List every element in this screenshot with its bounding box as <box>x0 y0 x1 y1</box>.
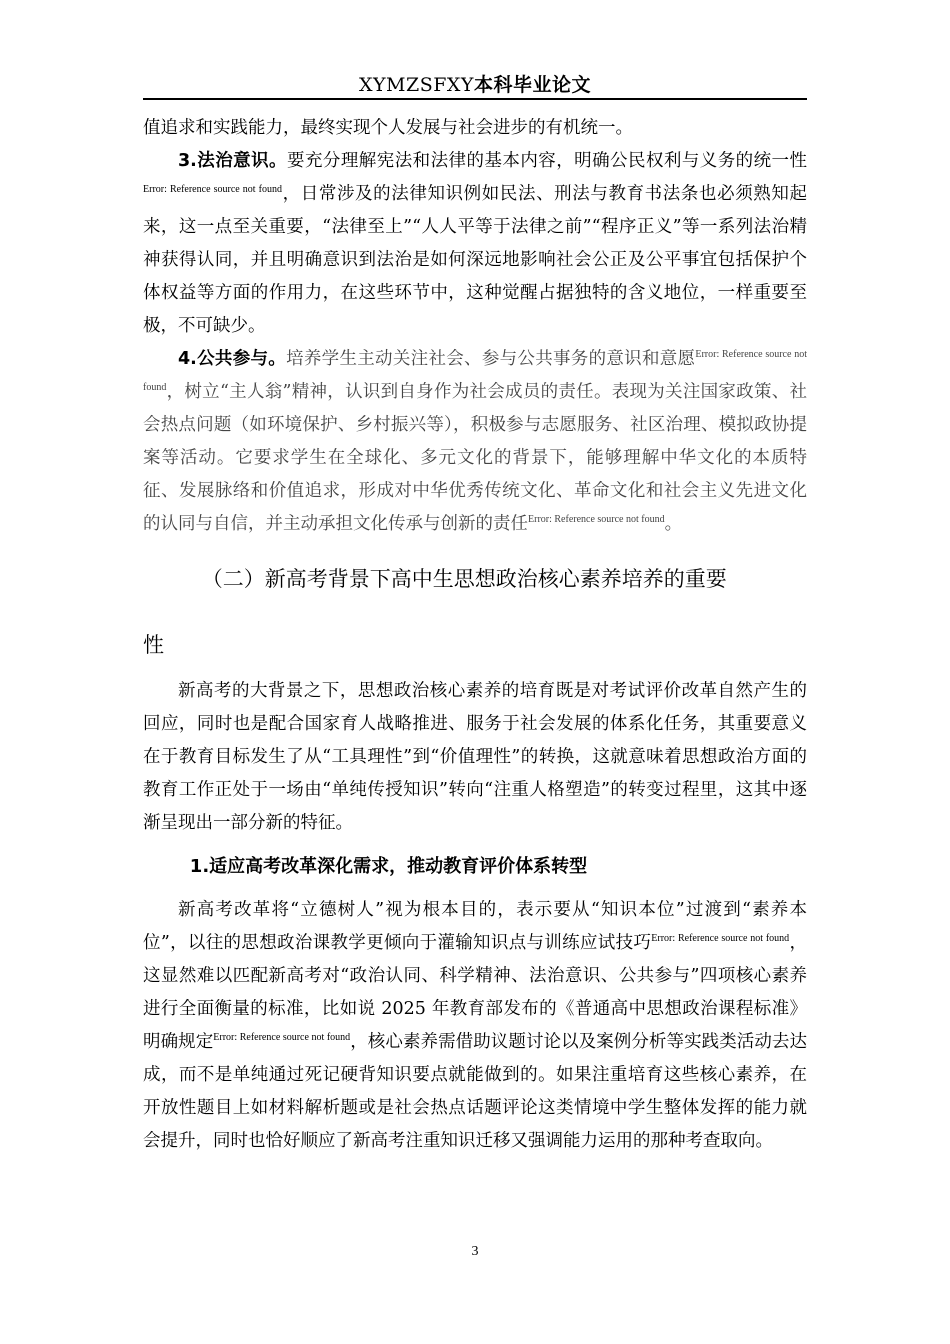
reference-error: Error: Reference source not found <box>528 514 665 526</box>
reference-error: Error: Reference source not found <box>143 184 283 196</box>
paragraph-text: 新高考的大背景之下，思想政治核心素养的培育既是对考试评价改革自然产生的回应，同时也是配合国家育人战略推进、服务于社会发展的体系化任务，其重要意义在于教育目标发生了从“工具理性”到“价值理性”的转换，这就意味着思想政治方面的教育工作正处于一场由“单纯传授知识”转向“注重人格塑造”的转变过程里，这其中逐渐呈现出一部分新的特征。 <box>143 681 807 833</box>
section-heading <box>143 559 807 599</box>
paragraph-continuation <box>143 112 807 145</box>
paragraph-text: 值追求和实践能力，最终实现个人发展与社会进步的有机统一。 <box>143 118 633 138</box>
paragraph-text: 培养学生主动关注社会、参与公共事务的意识和意愿 <box>286 349 696 369</box>
paragraph-text: 新高考改革将“立德树人”视为根本目的，表示要从“知识本位”过渡到“素养本位”，以往的思想政治课教学更倾向于灌输知识点与训练应试技巧 <box>143 900 807 953</box>
paragraph-text: ，核心素养需借助议题讨论以及案例分析等实践类活动去达成，而不是单纯通过死记硬背知识要点就能做到的。如果注重培育这些核心素养，在开放性题目上如材料解析题或是社会热点话题评论这类情境中学生整体发挥的能力就会提升，同时也恰好顺应了新高考注重知识迁移又强调能力运用的那种考查取向。 <box>143 1032 807 1151</box>
paragraph-reform <box>143 894 807 1158</box>
body-content <box>143 112 807 1158</box>
section-heading-continuation <box>143 625 807 665</box>
paragraph-text: ，日常涉及的法律知识例如民法、刑法与教育书法条也必须熟知起来，这一点至关重要，“法律至上”“人人平等于法律之前”“程序正义”等一系列法治精神获得认同，并且明确意识到法治是如何深远地影响社会公正及公平事宜包括保护个体权益等方面的作用力，在这些环节中，这种觉醒占据独特的含义地位，一样重要至极，不可缺少。 <box>143 184 808 336</box>
paragraph-intro <box>143 675 807 840</box>
page-header <box>143 70 807 100</box>
subsection-heading <box>143 850 807 884</box>
paragraph-text: 。 <box>664 514 683 534</box>
section-heading-text: （二）新高考背景下高中生思想政治核心素养培养的重要 <box>201 567 727 591</box>
paragraph-text: ，树立“主人翁”精神，认识到自身作为社会成员的责任。表现为关注国家政策、社会热点问题（如环境保护、乡村振兴等），积极参与志愿服务、社区治理、模拟政协提案等活动。它要求学生在全球化、多元文化的背景下，能够理解中华文化的本质特征、发展脉络和价值追求，形成对中华优秀传统文化、革命文化和社会主义先进文化的认同与自信，并主动承担文化传承与创新的责任 <box>143 382 807 534</box>
header-code: XYMZSFXY <box>358 74 474 96</box>
reference-error: Error: Reference source not found <box>213 1032 351 1044</box>
section-heading-text: 性 <box>143 633 164 657</box>
item-label: 4.公共参与。 <box>178 349 287 369</box>
item-label: 3.法治意识。 <box>178 151 288 171</box>
paragraph-text: ，这显然难以匹配新高考对“政治认同、科学精神、法治意识、公共参与”四项核心素养进行全面衡量的标准，比如说 2025 年教育部发布的《普通高中思想政治课程标准》明确规定 <box>143 933 808 1052</box>
subsection-heading-text: 1.适应高考改革深化需求，推动教育评价体系转型 <box>189 856 588 877</box>
reference-error: Error: Reference source not found <box>143 349 808 394</box>
paragraph-rule-of-law <box>143 145 807 343</box>
paragraph-text: 要充分理解宪法和法律的基本内容，明确公民权利与义务的统一性 <box>287 151 808 171</box>
reference-error: Error: Reference source not found <box>651 933 790 945</box>
header-title: 本科毕业论文 <box>473 74 591 96</box>
paragraph-public-participation <box>143 343 807 541</box>
page-number: 3 <box>471 1244 479 1259</box>
